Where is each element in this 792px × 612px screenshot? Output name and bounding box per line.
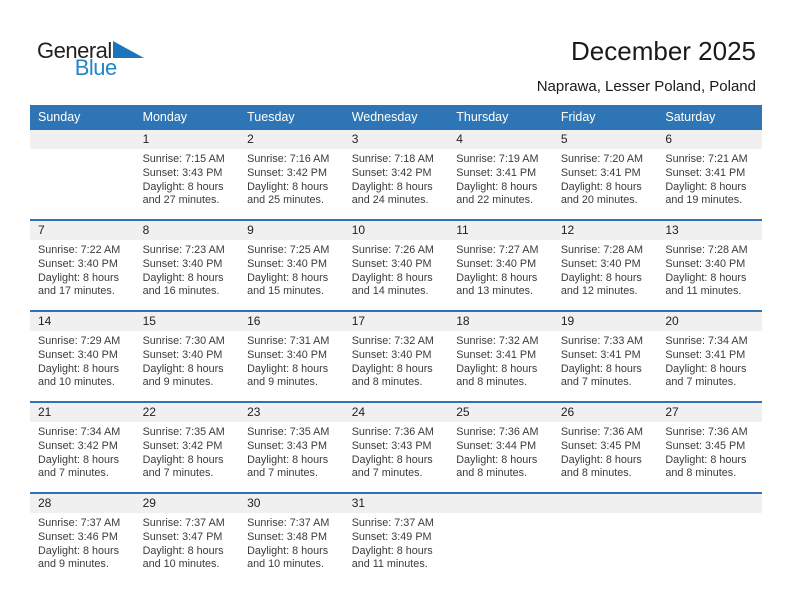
sunset-line: Sunset: 3:43 PM <box>247 439 327 452</box>
daylight-line-2: and 7 minutes. <box>665 376 737 389</box>
day-number: 1 <box>135 130 240 149</box>
daylight-line-2: and 8 minutes. <box>665 467 737 480</box>
day-number: 15 <box>135 312 240 331</box>
sunset-line: Sunset: 3:40 PM <box>351 257 432 270</box>
daylight-line-2: and 8 minutes. <box>456 467 528 480</box>
daylight-line-2: and 9 minutes. <box>247 376 318 389</box>
daylight-line-2: and 7 minutes. <box>247 467 318 480</box>
day-cell-24 <box>344 402 449 493</box>
day-cell-21 <box>30 402 135 493</box>
day-cell-27 <box>657 402 762 493</box>
sunset-line: Sunset: 3:40 PM <box>38 348 118 361</box>
logo-text-blue: Blue <box>74 55 117 80</box>
daylight-line-2: and 25 minutes. <box>247 194 324 207</box>
sunset-line: Sunset: 3:41 PM <box>560 166 641 179</box>
sunrise-line: Sunrise: 7:26 AM <box>351 244 434 256</box>
daylight-line-1: Daylight: 8 hours <box>351 180 433 193</box>
day-number: 12 <box>553 221 658 240</box>
daylight-line-2: and 8 minutes. <box>560 467 632 480</box>
day-details <box>553 422 658 481</box>
sunset-line: Sunset: 3:40 PM <box>560 257 641 270</box>
day-details <box>448 422 553 481</box>
sunset-line: Sunset: 3:47 PM <box>142 530 223 543</box>
week-row-2 <box>30 220 762 311</box>
sunset-line: Sunset: 3:42 PM <box>142 439 223 452</box>
day-number-empty <box>657 494 762 513</box>
day-cell-9 <box>239 220 344 311</box>
day-number: 4 <box>448 130 553 149</box>
daylight-line-1: Daylight: 8 hours <box>665 271 747 284</box>
daylight-line-2: and 9 minutes. <box>142 376 214 389</box>
day-cell-15 <box>135 311 240 402</box>
day-cell-1 <box>135 129 240 220</box>
sunset-line: Sunset: 3:41 PM <box>665 166 746 179</box>
day-details <box>657 149 762 208</box>
sunrise-line: Sunrise: 7:28 AM <box>560 244 644 256</box>
day-number: 7 <box>30 221 135 240</box>
sunrise-line: Sunrise: 7:30 AM <box>142 335 225 347</box>
day-number: 30 <box>239 494 344 513</box>
day-cell-2 <box>239 129 344 220</box>
daylight-line-2: and 10 minutes. <box>38 376 115 389</box>
day-number: 17 <box>344 312 449 331</box>
day-number: 27 <box>657 403 762 422</box>
sunset-line: Sunset: 3:44 PM <box>456 439 537 452</box>
sunrise-line: Sunrise: 7:29 AM <box>38 335 121 347</box>
sunset-line: Sunset: 3:40 PM <box>456 257 537 270</box>
sunrise-line: Sunrise: 7:20 AM <box>560 153 644 165</box>
calendar-weekday-header <box>30 105 762 129</box>
sunset-line: Sunset: 3:40 PM <box>38 257 118 270</box>
day-number: 9 <box>239 221 344 240</box>
day-number: 29 <box>135 494 240 513</box>
sunset-line: Sunset: 3:40 PM <box>351 348 432 361</box>
day-cell-11 <box>448 220 553 311</box>
day-details <box>344 240 449 299</box>
day-details <box>135 422 240 481</box>
day-cell-12 <box>553 220 658 311</box>
empty-day-cell <box>553 493 658 583</box>
day-details <box>135 513 240 572</box>
day-cell-4 <box>448 129 553 220</box>
sunset-line: Sunset: 3:40 PM <box>142 348 223 361</box>
day-details <box>448 149 553 208</box>
sunrise-line: Sunrise: 7:34 AM <box>665 335 748 347</box>
daylight-line-2: and 14 minutes. <box>351 285 429 298</box>
week-row-3 <box>30 311 762 402</box>
daylight-line-1: Daylight: 8 hours <box>247 271 329 284</box>
daylight-line-2: and 16 minutes. <box>142 285 220 298</box>
day-details <box>239 331 344 390</box>
day-details <box>135 149 240 208</box>
day-details <box>344 513 449 572</box>
day-number: 21 <box>30 403 135 422</box>
day-details <box>344 331 449 390</box>
weekday-header-thursday: Thursday <box>448 105 553 129</box>
day-number: 18 <box>448 312 553 331</box>
sunrise-line: Sunrise: 7:32 AM <box>456 335 539 347</box>
sunset-line: Sunset: 3:40 PM <box>247 348 327 361</box>
day-details <box>553 513 658 517</box>
day-details <box>344 422 449 481</box>
day-details <box>30 149 135 153</box>
day-details <box>657 513 762 517</box>
daylight-line-2: and 7 minutes. <box>142 467 214 480</box>
day-cell-14 <box>30 311 135 402</box>
daylight-line-1: Daylight: 8 hours <box>38 544 120 557</box>
week-row-4 <box>30 402 762 493</box>
sunrise-line: Sunrise: 7:32 AM <box>351 335 434 347</box>
day-details <box>553 240 658 299</box>
day-number: 13 <box>657 221 762 240</box>
daylight-line-1: Daylight: 8 hours <box>560 271 642 284</box>
page-subtitle: Naprawa, Lesser Poland, Poland <box>536 78 756 95</box>
logo-text-general: General <box>37 38 112 63</box>
daylight-line-2: and 10 minutes. <box>247 558 324 571</box>
day-details <box>553 331 658 390</box>
day-details <box>239 513 344 572</box>
daylight-line-1: Daylight: 8 hours <box>456 180 538 193</box>
day-cell-29 <box>135 493 240 583</box>
page-title: December 2025 <box>571 36 756 66</box>
day-details <box>135 331 240 390</box>
daylight-line-2: and 8 minutes. <box>456 376 528 389</box>
daylight-line-2: and 12 minutes. <box>560 285 638 298</box>
sunset-line: Sunset: 3:45 PM <box>560 439 641 452</box>
daylight-line-1: Daylight: 8 hours <box>247 362 329 375</box>
daylight-line-1: Daylight: 8 hours <box>142 544 224 557</box>
daylight-line-2: and 15 minutes. <box>247 285 324 298</box>
day-details <box>344 149 449 208</box>
day-details <box>239 240 344 299</box>
sunrise-line: Sunrise: 7:16 AM <box>247 153 330 165</box>
sunset-line: Sunset: 3:45 PM <box>665 439 746 452</box>
sunset-line: Sunset: 3:42 PM <box>247 166 327 179</box>
sunrise-line: Sunrise: 7:37 AM <box>247 517 330 529</box>
day-details <box>448 331 553 390</box>
day-cell-19 <box>553 311 658 402</box>
daylight-line-1: Daylight: 8 hours <box>38 453 120 466</box>
day-number: 31 <box>344 494 449 513</box>
daylight-line-1: Daylight: 8 hours <box>247 453 329 466</box>
daylight-line-1: Daylight: 8 hours <box>665 453 747 466</box>
sunset-line: Sunset: 3:41 PM <box>456 348 537 361</box>
weekday-header-wednesday: Wednesday <box>344 105 449 129</box>
daylight-line-1: Daylight: 8 hours <box>560 362 642 375</box>
day-cell-8 <box>135 220 240 311</box>
sunrise-line: Sunrise: 7:31 AM <box>247 335 330 347</box>
day-number: 8 <box>135 221 240 240</box>
day-number: 16 <box>239 312 344 331</box>
daylight-line-2: and 7 minutes. <box>560 376 632 389</box>
daylight-line-1: Daylight: 8 hours <box>456 271 538 284</box>
sunrise-line: Sunrise: 7:33 AM <box>560 335 644 347</box>
daylight-line-1: Daylight: 8 hours <box>142 271 224 284</box>
day-number: 14 <box>30 312 135 331</box>
day-cell-23 <box>239 402 344 493</box>
day-number-empty <box>553 494 658 513</box>
day-number: 24 <box>344 403 449 422</box>
day-number: 25 <box>448 403 553 422</box>
sunrise-line: Sunrise: 7:19 AM <box>456 153 539 165</box>
week-row-1 <box>30 129 762 220</box>
daylight-line-2: and 27 minutes. <box>142 194 220 207</box>
sunrise-line: Sunrise: 7:35 AM <box>247 426 330 438</box>
sunrise-line: Sunrise: 7:22 AM <box>38 244 121 256</box>
day-details <box>657 240 762 299</box>
sunset-line: Sunset: 3:42 PM <box>38 439 118 452</box>
sunrise-line: Sunrise: 7:15 AM <box>142 153 225 165</box>
sunrise-line: Sunrise: 7:35 AM <box>142 426 225 438</box>
day-cell-28 <box>30 493 135 583</box>
day-details <box>657 331 762 390</box>
sunset-line: Sunset: 3:41 PM <box>456 166 537 179</box>
day-cell-18 <box>448 311 553 402</box>
day-number: 2 <box>239 130 344 149</box>
sunset-line: Sunset: 3:43 PM <box>142 166 223 179</box>
daylight-line-2: and 9 minutes. <box>38 558 109 571</box>
empty-day-cell <box>657 493 762 583</box>
sunset-line: Sunset: 3:41 PM <box>665 348 746 361</box>
day-cell-5 <box>553 129 658 220</box>
day-number: 3 <box>344 130 449 149</box>
sunrise-line: Sunrise: 7:23 AM <box>142 244 225 256</box>
daylight-line-1: Daylight: 8 hours <box>38 271 120 284</box>
daylight-line-2: and 10 minutes. <box>142 558 220 571</box>
daylight-line-1: Daylight: 8 hours <box>560 453 642 466</box>
daylight-line-2: and 17 minutes. <box>38 285 115 298</box>
day-number-empty <box>448 494 553 513</box>
daylight-line-1: Daylight: 8 hours <box>142 180 224 193</box>
daylight-line-1: Daylight: 8 hours <box>351 453 433 466</box>
daylight-line-2: and 8 minutes. <box>351 376 423 389</box>
week-row-5 <box>30 493 762 583</box>
daylight-line-1: Daylight: 8 hours <box>247 544 329 557</box>
sunset-line: Sunset: 3:49 PM <box>351 530 432 543</box>
day-cell-3 <box>344 129 449 220</box>
general-blue-logo <box>37 40 144 79</box>
empty-day-cell <box>448 493 553 583</box>
day-number: 22 <box>135 403 240 422</box>
day-number: 20 <box>657 312 762 331</box>
daylight-line-1: Daylight: 8 hours <box>351 362 433 375</box>
day-cell-10 <box>344 220 449 311</box>
day-details <box>30 240 135 299</box>
sunrise-line: Sunrise: 7:34 AM <box>38 426 121 438</box>
day-cell-16 <box>239 311 344 402</box>
day-cell-22 <box>135 402 240 493</box>
daylight-line-1: Daylight: 8 hours <box>38 362 120 375</box>
day-details <box>239 422 344 481</box>
day-details <box>30 331 135 390</box>
day-number: 23 <box>239 403 344 422</box>
daylight-line-1: Daylight: 8 hours <box>351 544 433 557</box>
sunset-line: Sunset: 3:40 PM <box>665 257 746 270</box>
day-number: 26 <box>553 403 658 422</box>
weekday-header-sunday: Sunday <box>30 105 135 129</box>
day-cell-7 <box>30 220 135 311</box>
weekday-header-friday: Friday <box>553 105 658 129</box>
sunrise-line: Sunrise: 7:36 AM <box>351 426 434 438</box>
weekday-header-monday: Monday <box>135 105 240 129</box>
day-number-empty <box>30 130 135 149</box>
day-details <box>448 513 553 517</box>
sunset-line: Sunset: 3:41 PM <box>560 348 641 361</box>
daylight-line-1: Daylight: 8 hours <box>665 362 747 375</box>
sunset-line: Sunset: 3:46 PM <box>38 530 118 543</box>
daylight-line-1: Daylight: 8 hours <box>456 362 538 375</box>
daylight-line-2: and 11 minutes. <box>665 285 742 298</box>
empty-day-cell <box>30 129 135 220</box>
daylight-line-2: and 19 minutes. <box>665 194 743 207</box>
daylight-line-1: Daylight: 8 hours <box>456 453 538 466</box>
daylight-line-2: and 7 minutes. <box>38 467 109 480</box>
sunrise-line: Sunrise: 7:28 AM <box>665 244 748 256</box>
daylight-line-2: and 7 minutes. <box>351 467 423 480</box>
day-details <box>657 422 762 481</box>
sunrise-line: Sunrise: 7:37 AM <box>351 517 434 529</box>
day-details <box>135 240 240 299</box>
day-cell-25 <box>448 402 553 493</box>
day-details <box>30 422 135 481</box>
calendar-body <box>30 129 762 583</box>
daylight-line-1: Daylight: 8 hours <box>247 180 329 193</box>
day-cell-17 <box>344 311 449 402</box>
day-number: 5 <box>553 130 658 149</box>
daylight-line-1: Daylight: 8 hours <box>665 180 747 193</box>
logo-flag-icon <box>113 41 144 59</box>
day-details <box>239 149 344 208</box>
sunset-line: Sunset: 3:48 PM <box>247 530 327 543</box>
weekday-header-row <box>30 105 762 129</box>
calendar-table <box>30 105 762 583</box>
daylight-line-2: and 22 minutes. <box>456 194 534 207</box>
day-number: 19 <box>553 312 658 331</box>
day-cell-31 <box>344 493 449 583</box>
sunrise-line: Sunrise: 7:36 AM <box>560 426 644 438</box>
sunrise-line: Sunrise: 7:27 AM <box>456 244 539 256</box>
sunrise-line: Sunrise: 7:25 AM <box>247 244 330 256</box>
sunrise-line: Sunrise: 7:18 AM <box>351 153 434 165</box>
sunset-line: Sunset: 3:40 PM <box>142 257 223 270</box>
sunset-line: Sunset: 3:42 PM <box>351 166 432 179</box>
day-number: 10 <box>344 221 449 240</box>
daylight-line-2: and 24 minutes. <box>351 194 429 207</box>
daylight-line-2: and 11 minutes. <box>351 558 428 571</box>
sunset-line: Sunset: 3:43 PM <box>351 439 432 452</box>
day-number: 6 <box>657 130 762 149</box>
day-details <box>553 149 658 208</box>
sunrise-line: Sunrise: 7:37 AM <box>38 517 121 529</box>
weekday-header-tuesday: Tuesday <box>239 105 344 129</box>
daylight-line-2: and 13 minutes. <box>456 285 534 298</box>
daylight-line-1: Daylight: 8 hours <box>351 271 433 284</box>
sunrise-line: Sunrise: 7:36 AM <box>665 426 748 438</box>
sunrise-line: Sunrise: 7:21 AM <box>665 153 748 165</box>
day-cell-6 <box>657 129 762 220</box>
day-details <box>30 513 135 572</box>
day-number: 11 <box>448 221 553 240</box>
day-details <box>448 240 553 299</box>
sunset-line: Sunset: 3:40 PM <box>247 257 327 270</box>
day-number: 28 <box>30 494 135 513</box>
day-cell-26 <box>553 402 658 493</box>
daylight-line-1: Daylight: 8 hours <box>142 362 224 375</box>
daylight-line-1: Daylight: 8 hours <box>560 180 642 193</box>
header-titles <box>537 36 756 95</box>
day-cell-20 <box>657 311 762 402</box>
weekday-header-saturday: Saturday <box>657 105 762 129</box>
daylight-line-1: Daylight: 8 hours <box>142 453 224 466</box>
sunrise-line: Sunrise: 7:36 AM <box>456 426 539 438</box>
sunrise-line: Sunrise: 7:37 AM <box>142 517 225 529</box>
day-cell-30 <box>239 493 344 583</box>
daylight-line-2: and 20 minutes. <box>560 194 638 207</box>
day-cell-13 <box>657 220 762 311</box>
